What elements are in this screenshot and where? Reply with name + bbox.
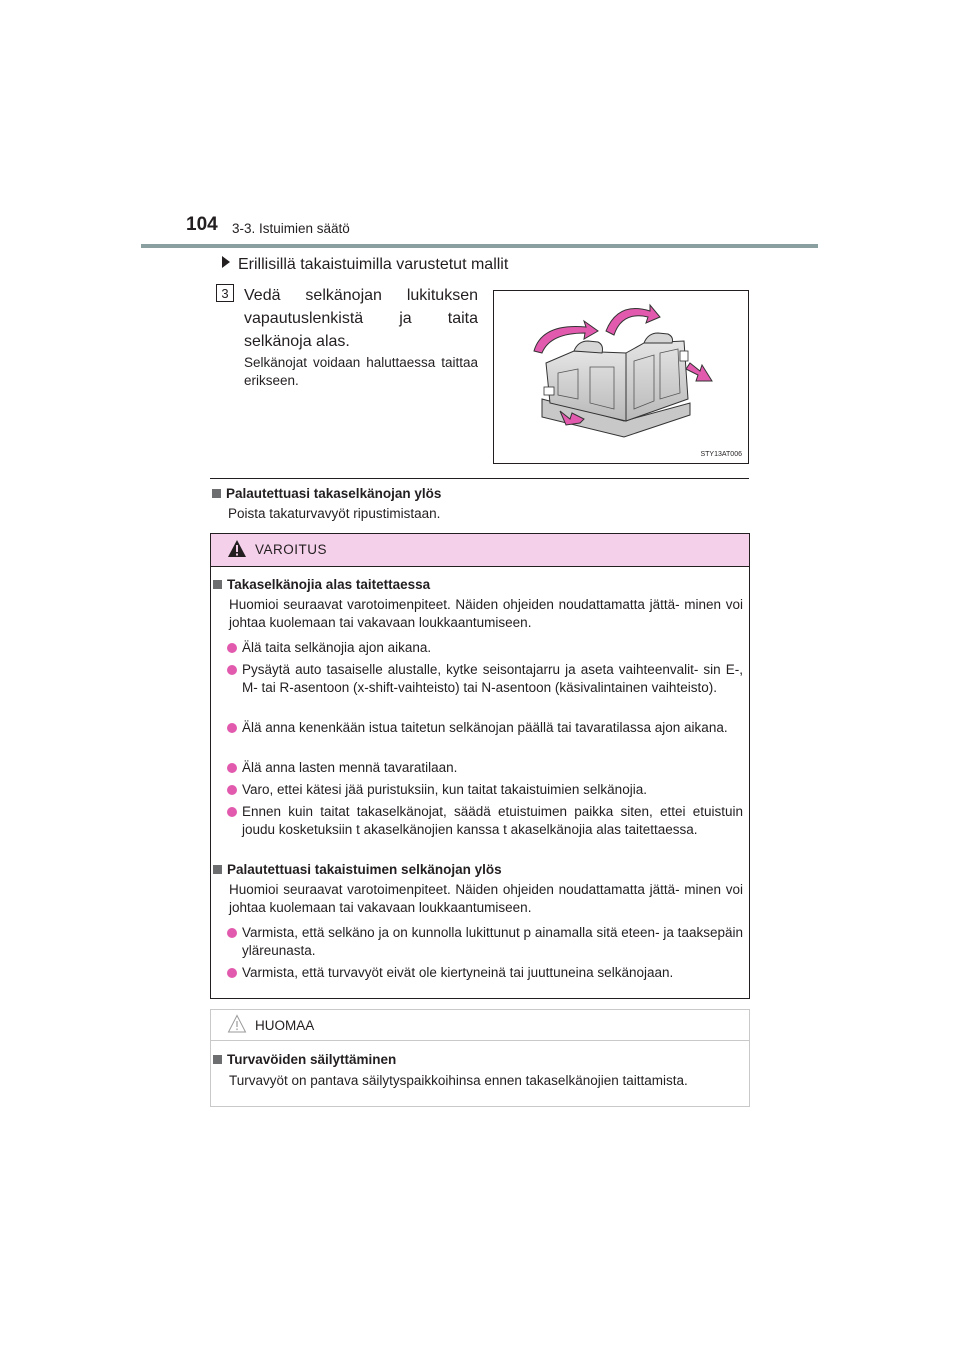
variant-heading-text: Erillisillä takaistuimilla varustetut mallit xyxy=(238,256,509,273)
bullet-icon xyxy=(227,723,237,733)
warning-label: VAROITUS xyxy=(255,542,328,557)
notice-box xyxy=(210,1009,750,1107)
warning-bullet: Varmista, että selkäno ja on kunnolla lukittunut p ainamalla sitä eteen- ja taaksepäin yläreunasta. xyxy=(242,925,743,958)
warning-triangle-icon xyxy=(227,539,247,559)
warning-bullet: Älä taita selkänojia ajon aikana. xyxy=(242,640,432,655)
fold-arrow-right xyxy=(606,305,660,335)
warning-box xyxy=(210,533,750,999)
warning-bullet: Ennen kuin taitat takaselkänojat, säädä etuistuimen paikka siten, ettei etuistuin joudu kosketuksiin t akaselkänojien kanssa t akaselkänojia alas taitettaessa. xyxy=(242,804,743,837)
rear-seat-drawing xyxy=(494,291,748,463)
notice-triangle-icon xyxy=(227,1014,247,1034)
notice-label: HUOMAA xyxy=(255,1018,315,1033)
bullet-icon xyxy=(227,785,237,795)
notice-section-title: Turvavöiden säilyttäminen xyxy=(213,1052,396,1067)
warning-bullet: Varo, ettei kätesi jää puristuksiin, kun taitat takaistuimien selkänojia. xyxy=(242,782,647,797)
bullet-icon xyxy=(227,968,237,978)
warning-header xyxy=(211,534,749,567)
notice-header xyxy=(211,1010,749,1041)
warning-bullet: Älä anna kenenkään istua taitetun selkänojan päällä tai tavaratilassa ajon aikana. xyxy=(242,720,728,735)
step-text: Vedä selkänojan lukituksen vapautuslenkistä ja taita selkänoja alas. xyxy=(244,287,478,350)
variant-heading xyxy=(222,256,508,274)
square-bullet-icon xyxy=(213,865,222,874)
subsection-text: Poista takaturvavyöt ripustimistaan. xyxy=(228,506,441,521)
square-bullet-icon xyxy=(213,1055,222,1064)
header-rule xyxy=(141,244,818,248)
warning-section-title: Palautettuasi takaistuimen selkänojan ylös xyxy=(213,862,502,877)
bullet-icon xyxy=(227,643,237,653)
square-bullet-icon xyxy=(213,580,222,589)
triangle-right-icon xyxy=(222,256,230,268)
square-bullet-icon xyxy=(212,489,221,498)
bullet-icon xyxy=(227,807,237,817)
step-note: Selkänojat voidaan haluttaessa taittaa erikseen. xyxy=(244,355,478,388)
warning-bullet: Varmista, että turvavyöt eivät ole kiertyneinä tai juuttuneina selkänojaan. xyxy=(242,965,674,980)
step-number: 3 xyxy=(216,284,234,302)
section-title: 3-3. Istuimien säätö xyxy=(232,221,350,236)
bullet-icon xyxy=(227,763,237,773)
warning-bullet: Älä anna lasten mennä tavaratilaan. xyxy=(242,760,458,775)
warning-intro: Huomioi seuraavat varotoimenpiteet. Näiden ohjeiden noudattamatta jättä- minen voi johtaa kuolemaan tai vakavaan loukkaantumiseen. xyxy=(229,882,743,915)
seat-fold-illustration xyxy=(493,290,749,464)
bullet-icon xyxy=(227,928,237,938)
section-rule xyxy=(210,478,749,479)
figure-code: STY13AT006 xyxy=(700,451,742,458)
subsection-title: Palautettuasi takaselkänojan ylös xyxy=(212,486,441,501)
notice-text: Turvavyöt on pantava säilytyspaikkoihinsa ennen takaselkänojien taittamista. xyxy=(229,1073,688,1088)
warning-bullet: Pysäytä auto tasaiselle alustalle, kytke seisontajarru ja aseta vaihteenvalit- sin E-, M- tai R-asentoon (x-shift-vaihteisto) tai N-asentoon (käsivalintainen vaihteisto). xyxy=(242,662,743,695)
page-number: 104 xyxy=(186,214,218,235)
pull-arrow-right xyxy=(686,363,712,381)
bullet-icon xyxy=(227,665,237,675)
warning-section-title: Takaselkänojia alas taitettaessa xyxy=(213,577,430,592)
warning-intro: Huomioi seuraavat varotoimenpiteet. Näiden ohjeiden noudattamatta jättä- minen voi johtaa kuolemaan tai vakavaan loukkaantumiseen. xyxy=(229,597,743,630)
